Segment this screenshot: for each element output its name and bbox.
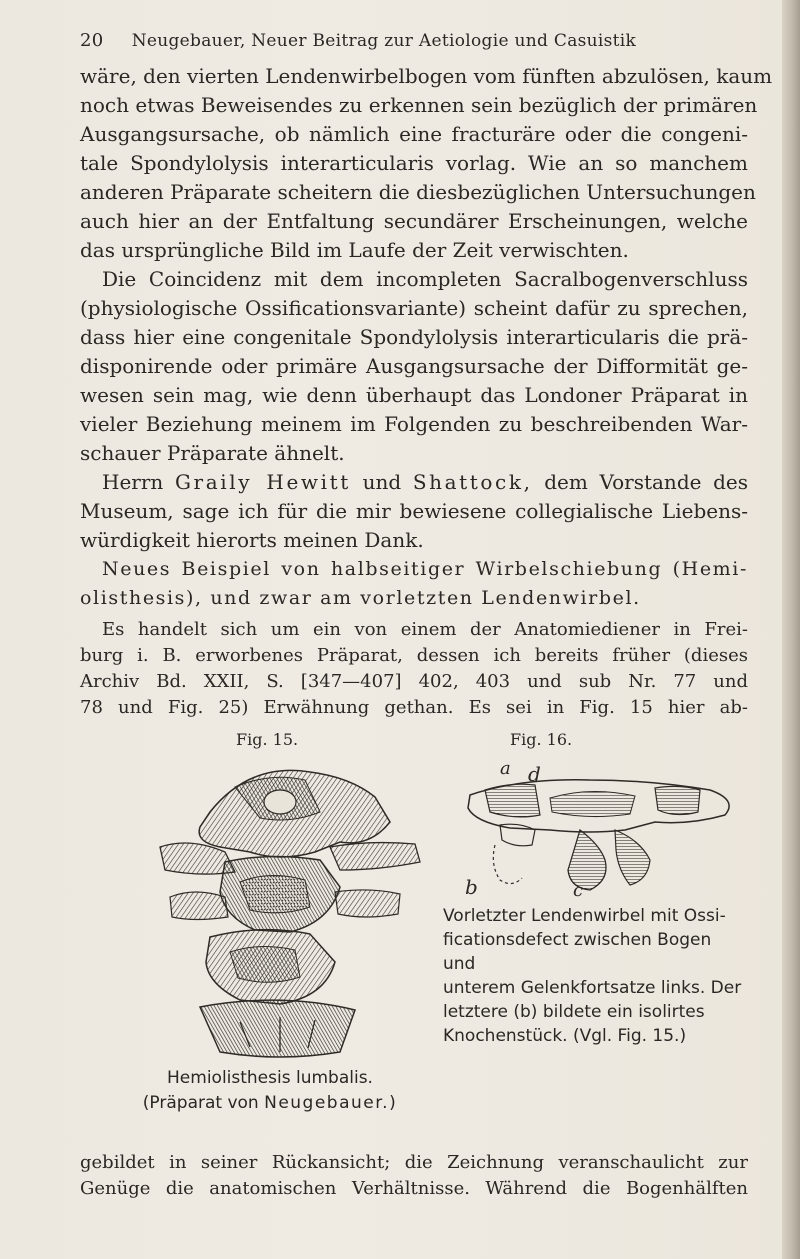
text-line: würdigkeit hierorts meinen Dank. <box>80 528 424 552</box>
person-name: Graily Hewitt <box>174 470 351 494</box>
text-line: 78 und Fig. 25) Erwähnung gethan. Es sei in Fig. 15 hier ab- <box>80 697 748 718</box>
text-line: wäre, den vierten Lendenwirbelbogen vom fünften abzulösen, kaum <box>80 64 773 88</box>
caption-line: ficationsdefect zwischen Bogen und <box>443 930 712 974</box>
fig15-caption-line2 <box>120 1091 420 1116</box>
text-line: (physiologische Ossificationsvariante) scheint dafür zu sprechen, <box>80 296 748 320</box>
paragraph-5 <box>80 1150 748 1202</box>
caption-line: unterem Gelenkfortsatze links. Der <box>443 978 742 998</box>
text-word: und <box>362 470 402 494</box>
text-line: Die Coincidenz mit dem incompleten Sacralbogenverschluss <box>102 267 748 291</box>
text-line: burg i. B. erworbenes Präparat, dessen ich bereits früher (dieses <box>80 645 748 666</box>
text-line: noch etwas Beweisendes zu erkennen sein bezüglich der primären <box>80 93 758 117</box>
person-name: Shattock, <box>412 470 533 494</box>
fig15-caption-line1: Hemiolisthesis lumbalis. <box>167 1068 373 1088</box>
label-c: c <box>573 880 584 901</box>
fig15-label: Fig. 15. <box>236 730 299 749</box>
paragraph-2 <box>80 265 748 468</box>
caption-line: Vorletzter Lendenwirbel mit Ossi- <box>443 906 726 926</box>
running-title: Neugebauer, Neuer Beitrag zur Aetiologie und Casuistik <box>131 31 637 51</box>
person-name: Neugebauer.) <box>264 1093 398 1113</box>
text-line: anderen Präparate scheitern die diesbezüglichen Untersuchungen <box>80 180 756 204</box>
text-line: wesen sein mag, wie denn überhaupt das Londoner Präparat in <box>80 383 748 407</box>
text-line: Ausgangsursache, ob nämlich eine fracturäre oder die congeni- <box>80 122 748 146</box>
label-a: a <box>500 758 511 779</box>
section-heading <box>80 555 748 613</box>
text-line: gebildet in seiner Rückansicht; die Zeichnung veranschaulicht zur <box>80 1152 748 1173</box>
fig16-caption <box>443 904 743 1048</box>
text-line: Es handelt sich um ein von einem der Anatomiediener in Frei- <box>102 619 748 640</box>
text-line: Genüge die anatomischen Verhältnisse. Während die Bogenhälften <box>80 1178 748 1199</box>
text-line: tale Spondylolysis interarticularis vorlag. Wie an so manchem <box>80 151 748 175</box>
page-edge <box>782 0 800 1259</box>
text-word: Herrn <box>102 470 164 494</box>
paragraph-3 <box>80 468 748 555</box>
heading-line: olisthesis), und zwar am vorletzten Lendenwirbel. <box>80 587 641 609</box>
caption-line: Knochenstück. (Vgl. Fig. 15.) <box>443 1026 687 1046</box>
text-line <box>80 468 748 497</box>
text-line: schauer Präparate ähnelt. <box>80 441 345 465</box>
paragraph-4 <box>80 617 748 721</box>
fig15-caption <box>120 1066 420 1116</box>
text-line: Museum, sage ich für die mir bewiesene collegialische Liebens- <box>80 499 748 523</box>
text-word: dem Vorstande des <box>544 470 749 494</box>
vertebra-drawing <box>440 750 740 900</box>
fig16-label: Fig. 16. <box>510 730 573 749</box>
label-d: d <box>528 762 541 786</box>
text-line: das ursprüngliche Bild im Laufe der Zeit verwischten. <box>80 238 629 262</box>
label-b: b <box>465 875 478 899</box>
text-line: dass hier eine congenitale Spondylolysis interarticularis die prä- <box>80 325 748 349</box>
paragraph-1 <box>80 62 773 265</box>
text-line: vieler Beziehung meinem im Folgenden zu beschreibenden War- <box>80 412 748 436</box>
caption-line: letztere (b) bildete ein isolirtes <box>443 1002 705 1022</box>
page-number: 20 <box>80 30 104 51</box>
text-line: auch hier an der Entfaltung secundärer Erscheinungen, welche <box>80 209 748 233</box>
text-line: Archiv Bd. XXII, S. [347—407] 402, 403 und sub Nr. 77 und <box>80 671 748 692</box>
running-head <box>80 30 730 51</box>
caption-text: (Präparat von <box>142 1093 259 1113</box>
fig16-illustration <box>440 750 740 900</box>
heading-line: Neues Beispiel von halbseitiger Wirbelschiebung (Hemi- <box>102 558 748 580</box>
text-line: disponirende oder primäre Ausgangsursache der Difformität ge- <box>80 354 748 378</box>
vertebral-column-drawing <box>140 752 430 1062</box>
fig15-illustration <box>140 752 430 1062</box>
